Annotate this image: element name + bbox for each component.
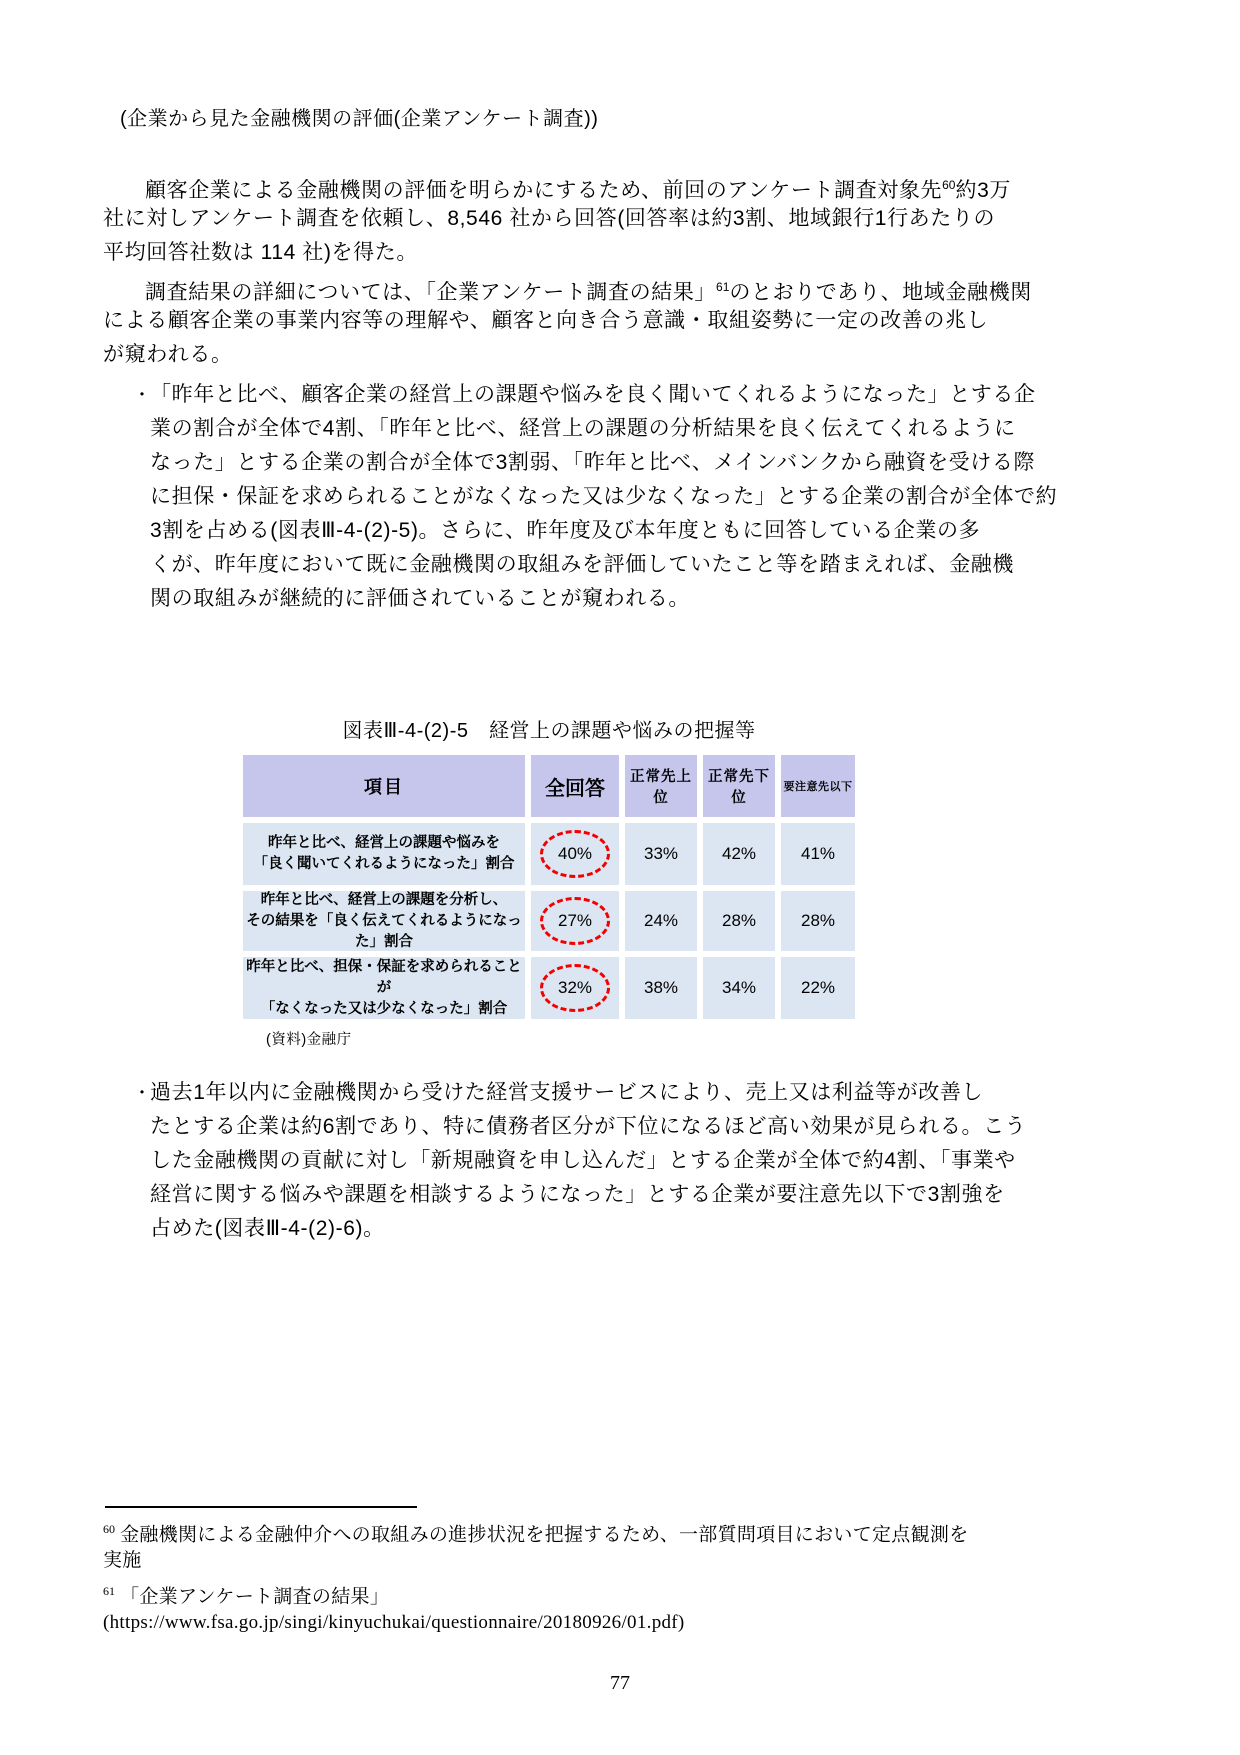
cell-value: 32% [557, 978, 593, 997]
text-segment: 調査結果の詳細については、「企業アンケート調査の結果」 [145, 281, 717, 304]
text-line: による顧客企業の事業内容等の理解や、顧客と向き合う意識・取組姿勢に一定の改善の兆し [103, 309, 989, 332]
figure-table [243, 755, 855, 1019]
figure-source-note: (資料)金融庁 [266, 1032, 352, 1048]
text-line: たとする企業は約6割であり、特に債務者区分が下位になるほど高い効果が見られる。こう [150, 1115, 1027, 1138]
row-label-line: 「良く聞いてくれるようになった」割合 [253, 856, 515, 872]
row-label-line: 昨年と比べ、担保・保証を求められることが [246, 958, 522, 996]
table-cell-normal-lower: 34% [703, 957, 775, 1019]
text-line: が窺われる。 [103, 343, 233, 366]
text-line: くが、昨年度において既に金融機関の取組みを評価していたこと等を踏まえれば、金融機 [150, 553, 1014, 576]
table-header-all-responses: 全回答 [531, 755, 619, 817]
text-line [103, 270, 1143, 304]
cell-value: 40% [557, 844, 593, 863]
table-cell-all [531, 957, 619, 1019]
table-cell-normal-upper: 38% [625, 957, 697, 1019]
paragraph-2 [103, 270, 1143, 372]
text-segment: 約3万 [955, 179, 1011, 202]
text-line: 関の取組みが継続的に評価されていることが窺われる。 [150, 587, 690, 610]
footnote-separator [105, 1506, 417, 1508]
bullet-marker: ・ [133, 385, 152, 405]
bullet-text [150, 1076, 1026, 1246]
text-line: 3割を占める(図表Ⅲ-4-(2)-5)。さらに、昨年度及び本年度ともに回答している企業の多 [150, 519, 981, 542]
bullet-marker: ・ [133, 1083, 152, 1103]
paragraph-1 [103, 168, 1143, 270]
text-line [103, 168, 1143, 202]
footnote-url: (https://www.fsa.go.jp/singi/kinyuchukai/questionnaire/20180926/01.pdf) [103, 1612, 685, 1633]
table-cell-normal-upper: 24% [625, 891, 697, 951]
table-row-label [243, 891, 525, 951]
footnote-61 [103, 1576, 1143, 1607]
bullet-item-2 [133, 1076, 1026, 1246]
text-line: 過去1年以内に金融機関から受けた経営支援サービスにより、売上又は利益等が改善し [150, 1081, 984, 1104]
highlight-ellipse [540, 964, 610, 1012]
table-cell-caution-below: 41% [781, 823, 855, 885]
text-line: なった」とする企業の割合が全体で3割弱、「昨年と比べ、メインバンクから融資を受ける際 [150, 451, 1036, 474]
bullet-text [150, 378, 1057, 616]
highlight-ellipse [540, 897, 610, 945]
row-label-line: 昨年と比べ、経営上の課題を分析し、 [260, 891, 508, 908]
footnote-number: 60 [103, 1522, 115, 1536]
table-header-item: 項目 [243, 755, 525, 817]
footnote-60-continued: 実施 [103, 1550, 142, 1571]
text-line: 「昨年と比べ、顧客企業の経営上の課題や悩みを良く聞いてくれるようになった」とする企 [150, 383, 1036, 406]
table-cell-normal-upper: 33% [625, 823, 697, 885]
text-segment: 顧客企業による金融機関の評価を明らかにするため、前回のアンケート調査対象先 [145, 179, 943, 202]
bullet-item-1 [133, 378, 1057, 616]
text-line: 業の割合が全体で4割、「昨年と比べ、経営上の課題の分析結果を良く伝えてくれるように [150, 417, 1016, 440]
table-cell-caution-below: 22% [781, 957, 855, 1019]
table-cell-normal-lower: 28% [703, 891, 775, 951]
footnote-ref-60: 60 [942, 178, 956, 192]
text-line: 社に対しアンケート調査を依頼し、8,546 社から回答(回答率は約3割、地域銀行1行あたりの [103, 207, 996, 230]
text-line: 平均回答社数は 114 社)を得た。 [103, 241, 418, 264]
row-label-line: 「なくなった又は少なくなった」割合 [260, 1000, 508, 1017]
footnote-60 [103, 1514, 1143, 1545]
table-header-caution-below: 要注意先以下 [781, 755, 855, 817]
table-cell-all [531, 891, 619, 951]
footnotes-section [103, 1506, 1143, 1638]
text-line: に担保・保証を求められることがなくなった又は少なくなった」とする企業の割合が全体で約 [150, 485, 1058, 508]
text-line: 経営に関する悩みや課題を相談するようになった」とする企業が要注意先以下で3割強を [150, 1183, 1005, 1206]
row-label-line: その結果を「良く伝えてくれるようになった」割合 [246, 912, 522, 950]
table-cell-caution-below: 28% [781, 891, 855, 951]
section-heading: (企業から見た金融機関の評価(企業アンケート調査)) [120, 108, 599, 130]
highlight-ellipse [540, 830, 610, 878]
table-row-label [243, 957, 525, 1019]
table-header-normal-lower: 正常先下位 [703, 755, 775, 817]
row-label-line: 昨年と比べ、経営上の課題や悩みを [268, 835, 500, 851]
table-header-normal-upper: 正常先上位 [625, 755, 697, 817]
footnote-text: 金融機関による金融仲介への取組みの進捗状況を把握するため、一部質問項目において定点観測を [120, 1524, 969, 1546]
footnote-number: 61 [103, 1584, 115, 1598]
figure-title: 図表Ⅲ-4-(2)-5 経営上の課題や悩みの把握等 [342, 720, 756, 742]
cell-value: 27% [557, 911, 593, 930]
footnote-text: 「企業アンケート調査の結果」 [120, 1586, 390, 1608]
text-line: 占めた(図表Ⅲ-4-(2)-6)。 [150, 1217, 385, 1240]
table-cell-normal-lower: 42% [703, 823, 775, 885]
table-cell-all [531, 823, 619, 885]
table-row-label [243, 823, 525, 885]
text-segment: のとおりであり、地域金融機関 [729, 281, 1032, 304]
footnote-ref-61: 61 [716, 280, 730, 294]
text-line: した金融機関の貢献に対し「新規融資を申し込んだ」とする企業が全体で約4割、「事業や [150, 1149, 1016, 1172]
page-number: 77 [610, 1672, 630, 1694]
